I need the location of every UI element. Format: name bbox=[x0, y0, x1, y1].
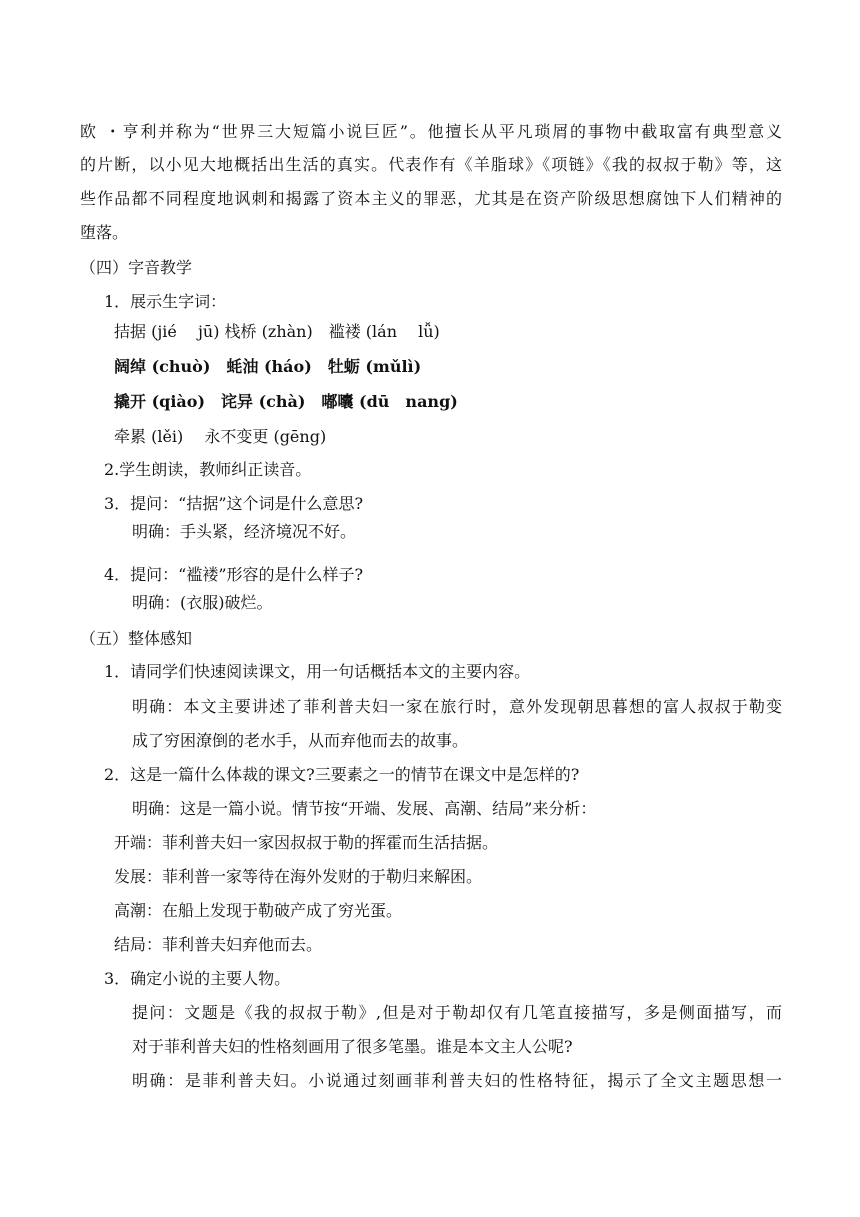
intro-line-1: 欧 ・亨利并称为“世界三大短篇小说巨匠”。他擅长从平凡琐屑的事物中截取富有典型意义 bbox=[80, 122, 782, 141]
section-4-item-1: 1．展示生字词： bbox=[104, 292, 227, 311]
vocab-row-3: 撬开 (qiào) 诧异 (chà) 嘟囔 (dū nang) bbox=[114, 392, 458, 411]
section-4-item-4-answer: 明确：(衣服)破烂。 bbox=[132, 593, 273, 612]
plot-ending: 结局：菲利普夫妇弃他而去。 bbox=[114, 935, 323, 954]
section-5-item-1-question: 1．请同学们快速阅读课文，用一句话概括本文的主要内容。 bbox=[104, 662, 531, 681]
plot-climax: 高潮：在船上发现于勒破产成了穷光蛋。 bbox=[114, 901, 403, 920]
section-4-item-3-question: 3．提问：“拮据”这个词是什么意思? bbox=[104, 494, 364, 513]
vocab-row-1: 拮据 (jié jū) 栈桥 (zhàn) 褴褛 (lán lǚ) bbox=[114, 322, 440, 341]
intro-line-2: 的片断，以小见大地概括出生活的真实。代表作有《羊脂球》《项链》《我的叔叔于勒》等，这 bbox=[80, 155, 782, 174]
section-4-heading: （四）字音教学 bbox=[80, 258, 193, 277]
plot-beginning: 开端：菲利普夫妇一家因叔叔于勒的挥霍而生活拮据。 bbox=[114, 833, 499, 852]
section-4-item-3-answer: 明确：手头紧，经济境况不好。 bbox=[132, 522, 357, 541]
section-5-item-3-ask-line-1: 提问：文题是《我的叔叔于勒》,但是对于勒却仅有几笔直接描写，多是侧面描写，而 bbox=[132, 1003, 782, 1022]
section-5-item-1-answer-line-2: 成了穷困潦倒的老水手，从而弃他而去的故事。 bbox=[132, 731, 469, 750]
section-5-item-1-answer-line-1: 明确：本文主要讲述了菲利普夫妇一家在旅行时，意外发现朝思暮想的富人叔叔于勒变 bbox=[132, 697, 782, 716]
plot-development: 发展：菲利普一家等待在海外发财的于勒归来解困。 bbox=[114, 867, 483, 886]
section-5-item-2-question: 2．这是一篇什么体裁的课文?三要素之一的情节在课文中是怎样的? bbox=[104, 765, 580, 784]
section-5-heading: （五）整体感知 bbox=[80, 629, 193, 648]
section-5-item-3-answer-line-1: 明确：是菲利普夫妇。小说通过刻画菲利普夫妇的性格特征，揭示了全文主题思想一 bbox=[132, 1071, 782, 1090]
section-5-item-2-answer: 明确：这是一篇小说。情节按“开端、发展、高潮、结局”来分析： bbox=[132, 799, 597, 818]
section-4-item-2: 2.学生朗读，教师纠正读音。 bbox=[104, 460, 312, 479]
section-4-item-4-question: 4．提问：“褴褛”形容的是什么样子? bbox=[104, 565, 364, 584]
intro-line-4: 堕落。 bbox=[80, 223, 129, 242]
section-5-item-3-ask-line-2: 对于菲利普夫妇的性格刻画用了很多笔墨。谁是本文主人公呢? bbox=[132, 1037, 573, 1056]
vocab-row-2: 阔绰 (chuò) 蚝油 (háo) 牡蛎 (mǔlì) bbox=[114, 357, 422, 376]
vocab-row-4: 牵累 (lěi) 永不变更 (gēng) bbox=[114, 427, 327, 446]
section-5-item-3-question: 3．确定小说的主要人物。 bbox=[104, 969, 291, 988]
intro-line-3: 些作品都不同程度地讽刺和揭露了资本主义的罪恶，尤其是在资产阶级思想腐蚀下人们精神的 bbox=[80, 189, 782, 208]
